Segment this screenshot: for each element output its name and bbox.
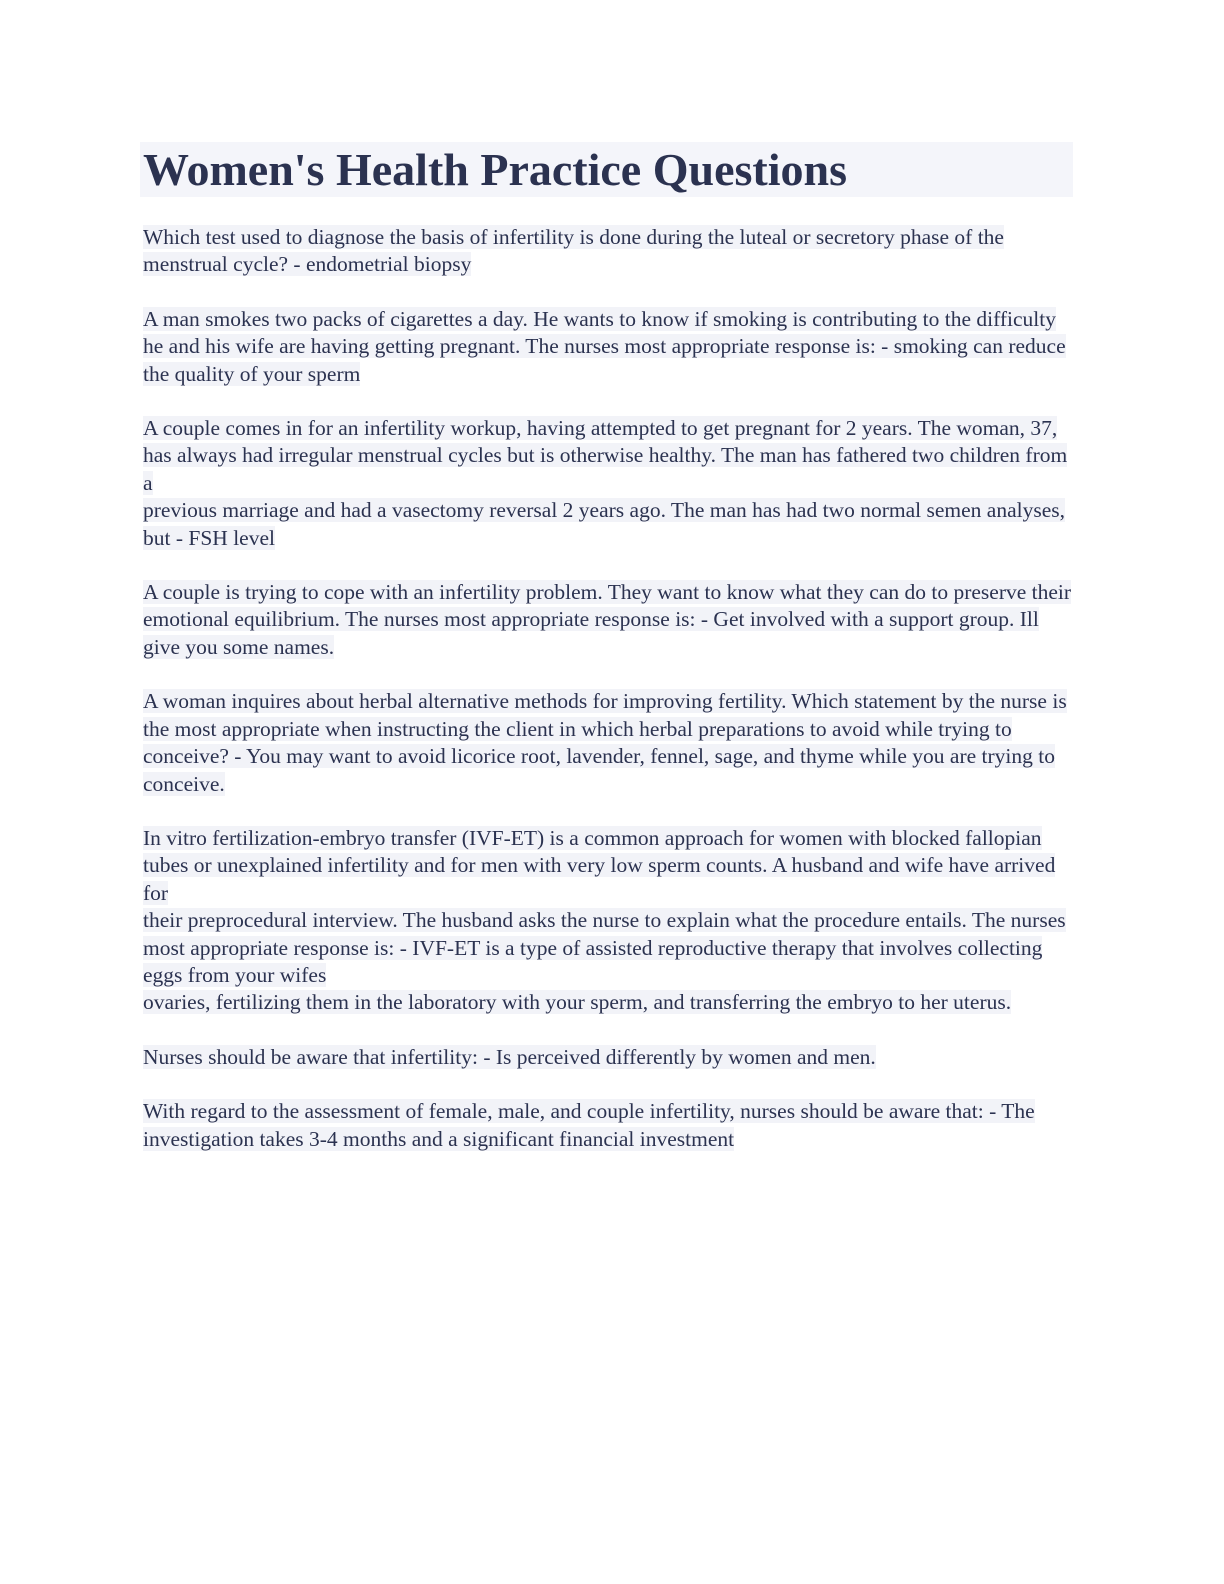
question-text: Which test used to diagnose the basis of infertility is done during the luteal or secretory phase of the (143, 225, 1004, 249)
question-text: A couple comes in for an infertility workup, having attempted to get pregnant for 2 years. The woman, 37, (143, 416, 1058, 441)
question-text: their preprocedural interview. The husband asks the nurse to explain what the procedure entails. The nurses (143, 908, 1066, 933)
question-item (143, 1098, 1073, 1153)
question-text: menstrual cycle? - endometrial biopsy (143, 252, 472, 277)
question-item (143, 825, 1073, 1017)
question-text: A couple is trying to cope with an infertility problem. They want to know what they can do to preserve their (143, 580, 1072, 605)
question-text: In vitro fertilization-embryo transfer (IVF-ET) is a common approach for women with blocked fallopian (143, 825, 1042, 850)
question-text: With regard to the assessment of female, male, and couple infertility, nurses should be aware that: - The investigation takes 3-4 months and a significant financial investment (143, 1099, 1035, 1151)
question-item (143, 306, 1073, 388)
question-text: emotional equilibrium. The nurses most appropriate response is: - Get involved with a support group. Ill give you some names. (143, 607, 1039, 659)
question-text: previous marriage and had a vasectomy reversal 2 years ago. The man has had two normal semen analyses, but - FSH level (143, 498, 1065, 550)
question-text: A woman inquires about herbal alternative methods for improving fertility. Which statement by the nurse is the most appropriate when instructing the client in which herbal preparations to avoid while trying to (143, 689, 1067, 741)
question-item (143, 1044, 1073, 1071)
question-item (143, 415, 1073, 552)
question-text: Nurses should be aware that infertility: - Is perceived differently by women and men. (143, 1044, 876, 1069)
question-text: conceive? - You may want to avoid licorice root, lavender, fennel, sage, and thyme while you are trying to (143, 744, 1056, 769)
question-item (143, 224, 1073, 279)
document-page (143, 142, 1073, 1180)
question-text: he and his wife are having getting pregnant. The nurses most appropriate response is: - smoking can reduce the quality of your sperm (143, 334, 1066, 386)
question-text: most appropriate response is: - IVF-ET is a type of assisted reproductive therapy that involves collecting eggs from your wifes (143, 935, 1043, 987)
question-item (143, 579, 1073, 661)
question-list (143, 224, 1073, 1153)
question-text: ovaries, fertilizing them in the laboratory with your sperm, and transferring the embryo to her uterus. (143, 990, 1012, 1015)
question-text: has always had irregular menstrual cycles but is otherwise healthy. The man has fathered two children from a (143, 443, 1068, 495)
question-text: tubes or unexplained infertility and for men with very low sperm counts. A husband and wife have arrived for (143, 853, 1056, 905)
page-title: Women's Health Practice Questions (140, 142, 1073, 197)
question-text: A man smokes two packs of cigarettes a day. He wants to know if smoking is contributing to the difficulty (143, 306, 1056, 331)
question-item (143, 688, 1073, 798)
question-text: conceive. (143, 771, 225, 796)
